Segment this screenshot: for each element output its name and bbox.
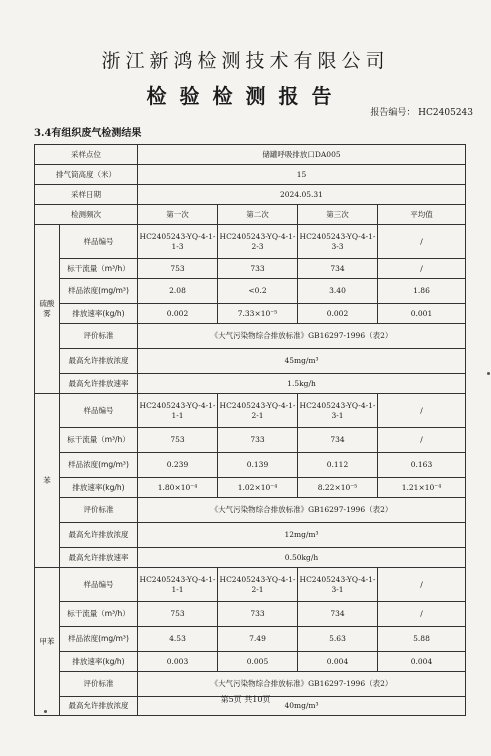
flow-1: 753 xyxy=(138,428,218,453)
rate-3: 8.22×10⁻⁵ xyxy=(298,478,378,498)
sample-2: HC2405243-YQ-4-1-2-1 xyxy=(218,568,298,602)
page-number: 第5页 共10页 xyxy=(220,695,271,704)
height-value: 15 xyxy=(138,165,466,185)
sample-1: HC2405243-YQ-4-1-1-3 xyxy=(138,225,218,259)
report-number: 报告编号： HC2405243 xyxy=(370,108,473,118)
rate-3: 0.004 xyxy=(298,652,378,672)
conc-1: 0.239 xyxy=(138,453,218,478)
sample-3: HC2405243-YQ-4-1-3-1 xyxy=(298,568,378,602)
max-conc-value: 40mg/m³ xyxy=(138,697,466,716)
max-conc-value: 45mg/m³ xyxy=(138,349,466,374)
table-row xyxy=(35,145,466,165)
std-label: 评价标准 xyxy=(60,672,138,697)
sample-2: HC2405243-YQ-4-1-2-3 xyxy=(218,225,298,259)
rate-label: 排放速率(kg/h) xyxy=(60,304,138,324)
flow-1: 753 xyxy=(138,602,218,627)
table-row xyxy=(35,205,466,225)
sample-avg: / xyxy=(378,225,466,259)
table-row xyxy=(35,185,466,205)
table-row xyxy=(35,652,466,672)
table-row xyxy=(35,478,466,498)
conc-2: 0.139 xyxy=(218,453,298,478)
table-row xyxy=(35,304,466,324)
sample-1: HC2405243-YQ-4-1-1-1 xyxy=(138,568,218,602)
rate-label: 排放速率(kg/h) xyxy=(60,652,138,672)
table-row xyxy=(35,602,466,627)
group-name-toluene: 甲苯 xyxy=(35,568,60,716)
std-label: 评价标准 xyxy=(60,498,138,523)
conc-avg: 1.86 xyxy=(378,279,466,304)
max-conc-label: 最高允许排放浓度 xyxy=(60,523,138,548)
conc-3: 0.112 xyxy=(298,453,378,478)
sample-label: 样品编号 xyxy=(60,394,138,428)
table-row xyxy=(35,453,466,478)
flow-2: 733 xyxy=(218,259,298,279)
table-row xyxy=(35,627,466,652)
conc-label: 样品浓度(mg/m³) xyxy=(60,453,138,478)
point-label: 采样点位 xyxy=(35,145,138,165)
sample-2: HC2405243-YQ-4-1-2-1 xyxy=(218,394,298,428)
flow-2: 733 xyxy=(218,602,298,627)
std-value: 《大气污染物综合排放标准》GB16297-1996（表2） xyxy=(138,672,466,697)
sample-label: 样品编号 xyxy=(60,568,138,602)
table-row xyxy=(35,523,466,548)
sample-avg: / xyxy=(378,394,466,428)
sample-label: 样品编号 xyxy=(60,225,138,259)
std-value: 《大气污染物综合排放标准》GB16297-1996（表2） xyxy=(138,324,466,349)
freq-avg: 平均值 xyxy=(378,205,466,225)
conc-label: 样品浓度(mg/m³) xyxy=(60,279,138,304)
table-row xyxy=(35,349,466,374)
sample-3: HC2405243-YQ-4-1-3-1 xyxy=(298,394,378,428)
table-row xyxy=(35,672,466,697)
rate-1: 1.80×10⁻⁴ xyxy=(138,478,218,498)
rate-3: 0.002 xyxy=(298,304,378,324)
max-rate-label: 最高允许排放速率 xyxy=(60,548,138,568)
table-row xyxy=(35,225,466,259)
date-value: 2024.05.31 xyxy=(138,185,466,205)
date-label: 采样日期 xyxy=(35,185,138,205)
point-value: 储罐呼吸排放口DA005 xyxy=(138,145,466,165)
table-row xyxy=(35,324,466,349)
std-label: 评价标准 xyxy=(60,324,138,349)
conc-avg: 0.163 xyxy=(378,453,466,478)
conc-label: 样品浓度(mg/m³) xyxy=(60,627,138,652)
table-row xyxy=(35,428,466,453)
conc-3: 5.63 xyxy=(298,627,378,652)
max-rate-label: 最高允许排放速率 xyxy=(60,374,138,394)
scan-speck xyxy=(487,372,490,375)
document-title: 检验检测报告 xyxy=(146,84,345,108)
conc-2: <0.2 xyxy=(218,279,298,304)
rate-avg: 1.21×10⁻⁴ xyxy=(378,478,466,498)
freq-3: 第三次 xyxy=(298,205,378,225)
flow-label: 标干流量（m³/h） xyxy=(60,428,138,453)
flow-3: 734 xyxy=(298,259,378,279)
flow-3: 734 xyxy=(298,602,378,627)
max-rate-value: 0.50kg/h xyxy=(138,548,466,568)
rate-1: 0.003 xyxy=(138,652,218,672)
rate-avg: 0.004 xyxy=(378,652,466,672)
flow-label: 标干流量（m³/h） xyxy=(60,259,138,279)
flow-avg: / xyxy=(378,428,466,453)
table-row xyxy=(35,498,466,523)
freq-2: 第二次 xyxy=(218,205,298,225)
sample-avg: / xyxy=(378,568,466,602)
rate-2: 1.02×10⁻⁴ xyxy=(218,478,298,498)
section-title: 3.4有组织废气检测结果 xyxy=(34,128,142,139)
rate-avg: 0.001 xyxy=(378,304,466,324)
flow-label: 标干流量（m³/h） xyxy=(60,602,138,627)
table-row xyxy=(35,279,466,304)
group-name-sulfuric: 硫酸雾 xyxy=(35,225,60,394)
flow-avg: / xyxy=(378,259,466,279)
freq-1: 第一次 xyxy=(138,205,218,225)
table-row xyxy=(35,568,466,602)
max-conc-label: 最高允许排放浓度 xyxy=(60,697,138,716)
flow-1: 753 xyxy=(138,259,218,279)
rate-label: 排放速率(kg/h) xyxy=(60,478,138,498)
conc-avg: 5.88 xyxy=(378,627,466,652)
table-row xyxy=(35,374,466,394)
conc-1: 2.08 xyxy=(138,279,218,304)
max-conc-value: 12mg/m³ xyxy=(138,523,466,548)
sample-3: HC2405243-YQ-4-1-3-3 xyxy=(298,225,378,259)
flow-2: 733 xyxy=(218,428,298,453)
conc-2: 7.49 xyxy=(218,627,298,652)
flow-3: 734 xyxy=(298,428,378,453)
conc-3: 3.40 xyxy=(298,279,378,304)
table-row xyxy=(35,165,466,185)
company-name: 浙江新鸿检测技术有限公司 xyxy=(101,50,390,72)
max-conc-label: 最高允许排放浓度 xyxy=(60,349,138,374)
rate-1: 0.002 xyxy=(138,304,218,324)
table-row xyxy=(35,548,466,568)
rate-2: 7.33×10⁻⁵ xyxy=(218,304,298,324)
freq-label: 检测频次 xyxy=(35,205,138,225)
flow-avg: / xyxy=(378,602,466,627)
height-label: 排气筒高度（米） xyxy=(35,165,138,185)
rate-2: 0.005 xyxy=(218,652,298,672)
table-row xyxy=(35,394,466,428)
max-rate-value: 1.5kg/h xyxy=(138,374,466,394)
std-value: 《大气污染物综合排放标准》GB16297-1996（表2） xyxy=(138,498,466,523)
sample-1: HC2405243-YQ-4-1-1-1 xyxy=(138,394,218,428)
table-row xyxy=(35,259,466,279)
results-table xyxy=(34,144,466,716)
scan-speck xyxy=(44,710,47,713)
group-name-benzene: 苯 xyxy=(35,394,60,568)
conc-1: 4.53 xyxy=(138,627,218,652)
